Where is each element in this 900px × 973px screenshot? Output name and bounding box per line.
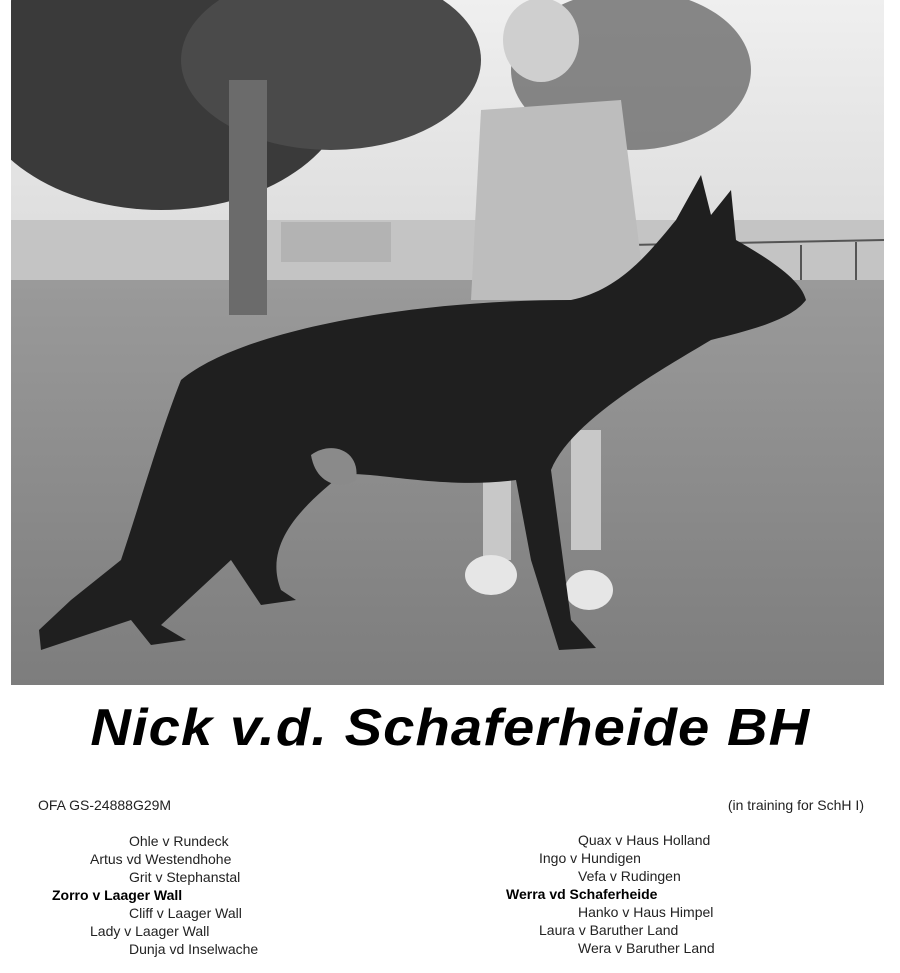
- ofa-certification: OFA GS-24888G29M: [38, 797, 172, 813]
- photo-illustration: [11, 0, 884, 685]
- pedigree-sire: Zorro v Laager Wall: [52, 887, 183, 903]
- pedigree-entry: Wera v Baruther Land: [578, 940, 715, 956]
- pedigree-dam: Werra vd Schaferheide: [506, 886, 658, 902]
- pedigree-entry: Hanko v Haus Himpel: [578, 904, 714, 920]
- pedigree-entry: Lady v Laager Wall: [90, 923, 210, 939]
- pedigree-entry: Artus vd Westendhohe: [90, 851, 232, 867]
- dog-name-title: Nick v.d. Schaferheide BH: [90, 699, 810, 757]
- dog-photo: [11, 0, 884, 685]
- training-status: (in training for SchH I): [727, 797, 864, 813]
- pedigree-entry: Vefa v Rudingen: [578, 868, 681, 884]
- pedigree-entry: Cliff v Laager Wall: [129, 905, 242, 921]
- pedigree-entry: Ohle v Rundeck: [129, 833, 229, 849]
- pedigree-sire-side: [52, 832, 258, 958]
- pedigree-dam-side: [506, 831, 715, 957]
- pedigree-entry: Dunja vd Inselwache: [129, 941, 259, 957]
- pedigree-entry: Laura v Baruther Land: [539, 922, 679, 938]
- pedigree-entry: Quax v Haus Holland: [578, 832, 711, 848]
- pedigree-entry: Grit v Stephanstal: [129, 869, 241, 885]
- pedigree-entry: Ingo v Hundigen: [539, 850, 641, 866]
